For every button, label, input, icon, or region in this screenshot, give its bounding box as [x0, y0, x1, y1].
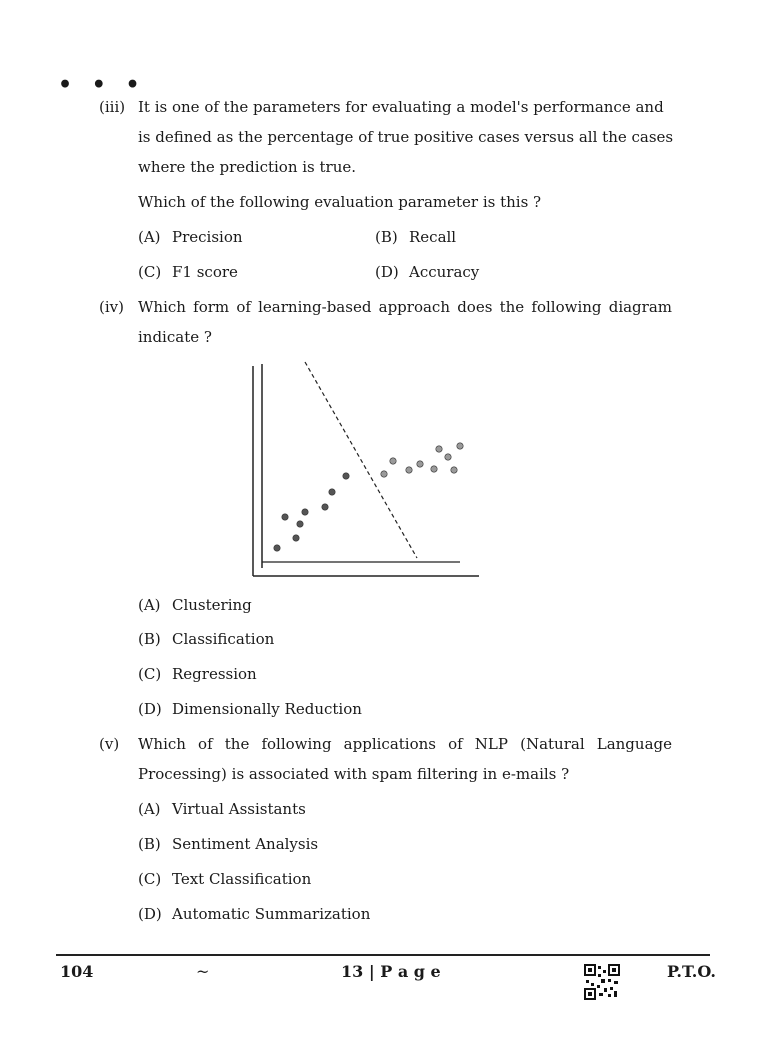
option-b[interactable]: [375, 227, 456, 247]
option-text: Classification: [172, 630, 275, 648]
question-text-line: Which of the following applications of NLP (Natural Language: [138, 735, 672, 753]
scatter-point-dark: [293, 535, 299, 541]
footer-tilde: ~: [196, 962, 210, 981]
option-a[interactable]: [138, 799, 306, 819]
footer-divider: [56, 954, 710, 956]
question-prompt: Which of the following evaluation parameter is this ?: [138, 193, 542, 211]
option-label: (B): [375, 228, 398, 246]
scatter-point-light: [436, 446, 442, 452]
class-b-points: [381, 443, 463, 477]
scatter-point-dark: [302, 509, 308, 515]
option-b[interactable]: [138, 834, 318, 854]
option-label: (B): [138, 630, 161, 648]
option-text: Clustering: [172, 596, 252, 614]
option-text: Regression: [172, 665, 257, 683]
scatter-point-light: [431, 466, 437, 472]
scatter-point-light: [390, 458, 396, 464]
option-text: Dimensionally Reduction: [172, 700, 362, 718]
option-c[interactable]: [138, 262, 238, 282]
scatter-point-light: [445, 454, 451, 460]
option-label: (D): [138, 700, 162, 718]
option-a[interactable]: [138, 595, 252, 615]
option-label: (A): [138, 596, 161, 614]
decision-boundary: [305, 362, 417, 558]
option-label: (A): [138, 800, 161, 818]
option-text: Virtual Assistants: [172, 800, 306, 818]
question-number: (iv): [99, 298, 124, 316]
scatter-point-light: [417, 461, 423, 467]
option-text: F1 score: [172, 263, 238, 281]
paper-code: 104: [60, 962, 94, 981]
question-number: (v): [99, 735, 120, 753]
scatter-point-light: [451, 467, 457, 473]
option-b[interactable]: [138, 629, 274, 649]
option-label: (C): [138, 263, 162, 281]
ellipsis-marker: • • •: [58, 72, 146, 98]
option-label: (D): [138, 905, 162, 923]
option-d[interactable]: [375, 262, 479, 282]
option-c[interactable]: [138, 664, 257, 684]
scatter-point-dark: [343, 473, 349, 479]
option-text: Text Classification: [172, 870, 312, 888]
option-label: (C): [138, 870, 162, 888]
page-number: 13 | P a g e: [341, 962, 441, 981]
question-text-line: is defined as the percentage of true positive cases versus all the cases: [138, 128, 674, 146]
option-label: (D): [375, 263, 399, 281]
question-text-line: where the prediction is true.: [138, 158, 357, 176]
question-text-line: Processing) is associated with spam filtering in e-mails ?: [138, 765, 570, 783]
option-text: Precision: [172, 228, 243, 246]
option-text: Automatic Summarization: [172, 905, 371, 923]
scatter-point-dark: [329, 489, 335, 495]
qr-code-icon: [584, 964, 620, 1000]
option-label: (A): [138, 228, 161, 246]
option-label: (B): [138, 835, 161, 853]
option-text: Accuracy: [409, 263, 480, 281]
scatter-point-dark: [297, 521, 303, 527]
option-c[interactable]: [138, 869, 311, 889]
scatter-point-dark: [274, 545, 280, 551]
scatter-point-dark: [322, 504, 328, 510]
option-d[interactable]: [138, 699, 362, 719]
question-number: (iii): [99, 98, 126, 116]
question-text-line: Which form of learning-based approach does the following diagram: [138, 298, 672, 316]
scatter-point-light: [381, 471, 387, 477]
question-text-line: indicate ?: [138, 328, 212, 346]
scatter-point-light: [457, 443, 463, 449]
option-label: (C): [138, 665, 162, 683]
question-text-line: It is one of the parameters for evaluating a model's performance and: [138, 98, 664, 116]
scatter-point-light: [406, 467, 412, 473]
option-text: Recall: [409, 228, 457, 246]
class-a-points: [274, 473, 349, 551]
scatter-diagram: [248, 358, 484, 580]
option-d[interactable]: [138, 904, 370, 924]
please-turn-over: P.T.O.: [667, 962, 716, 981]
option-a[interactable]: [138, 227, 243, 247]
scatter-point-dark: [282, 514, 288, 520]
option-text: Sentiment Analysis: [172, 835, 319, 853]
